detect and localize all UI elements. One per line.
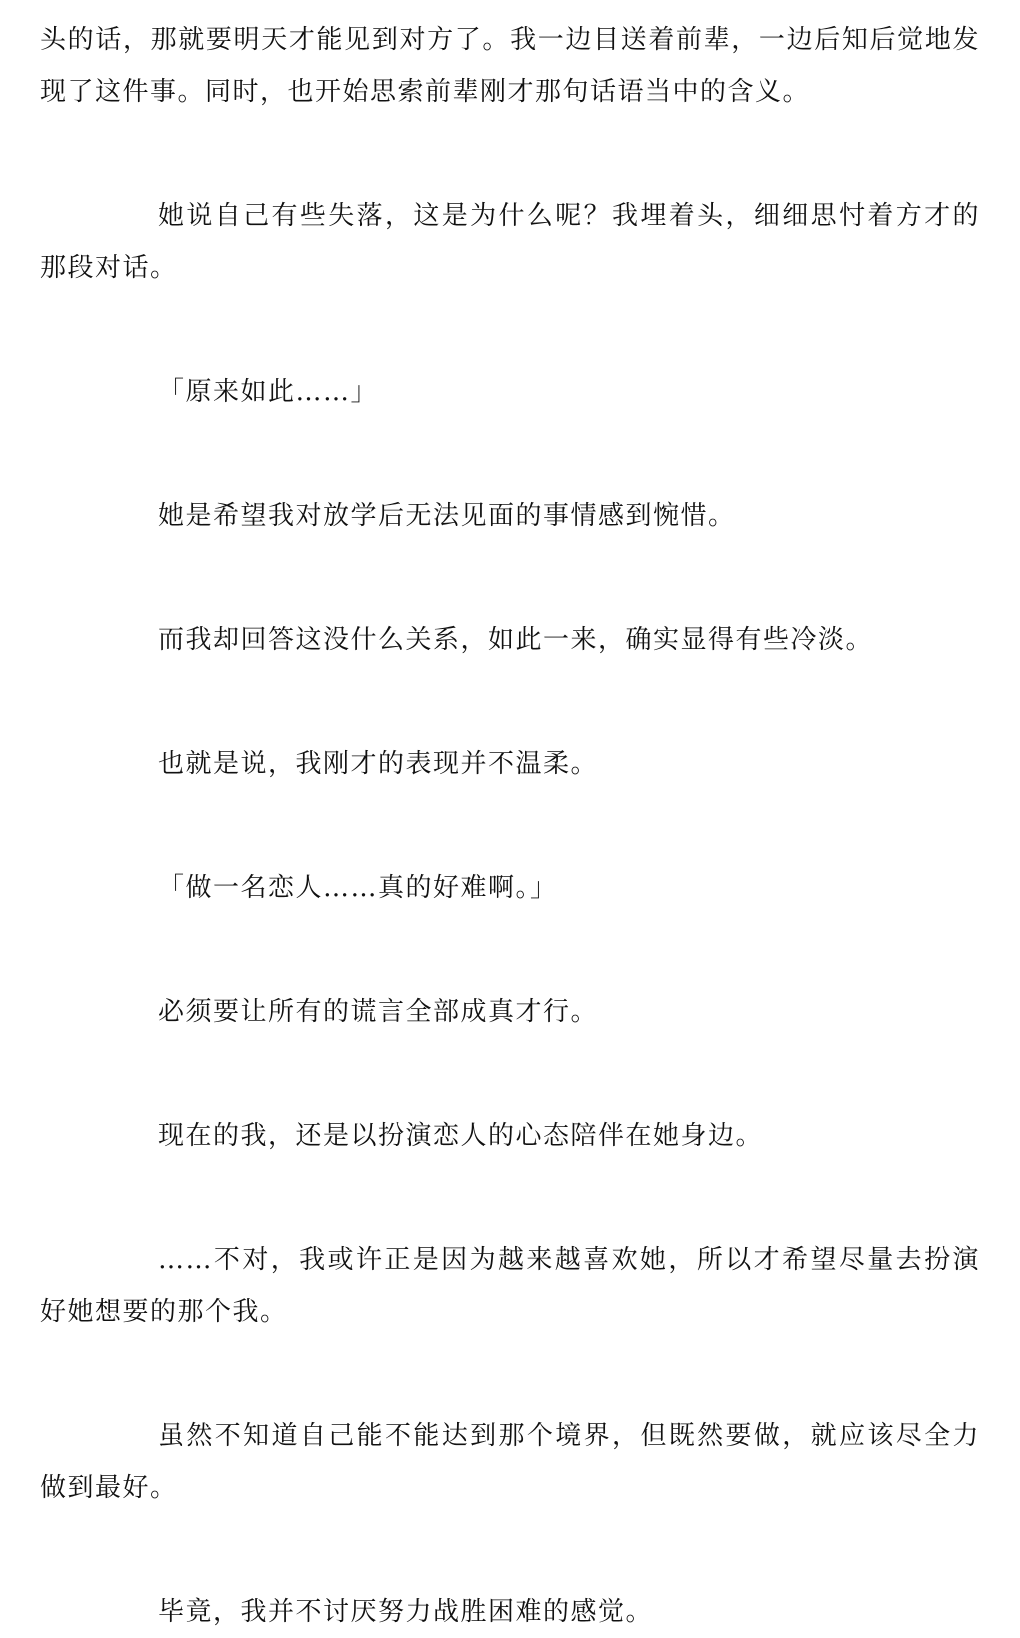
paragraph-gap bbox=[40, 790, 980, 862]
paragraph-gap bbox=[40, 294, 980, 366]
dialogue-line: 「原来如此……」 bbox=[158, 377, 379, 407]
paragraph-gap bbox=[40, 1514, 980, 1586]
dialogue-line: 「做一名恋人……真的好难啊。」 bbox=[158, 873, 558, 903]
paragraph: 必须要让所有的谎言全部成真才行。 bbox=[158, 997, 599, 1027]
paragraph: 也就是说，我刚才的表现并不温柔。 bbox=[158, 749, 599, 779]
paragraph: 她是希望我对放学后无法见面的事情感到惋惜。 bbox=[158, 501, 736, 531]
paragraph: 而我却回答这没什么关系，如此一来，确实显得有些冷淡。 bbox=[158, 625, 874, 655]
paragraph-gap bbox=[40, 542, 980, 614]
paragraph-gap bbox=[40, 118, 980, 190]
paragraph-gap bbox=[40, 418, 980, 490]
paragraph: 虽然不知道自己能不能达到那个境界，但既然要做，就应该尽全力做到最好。 bbox=[40, 1421, 980, 1503]
paragraph-gap bbox=[40, 914, 980, 986]
paragraph: 现在的我，还是以扮演恋人的心态陪伴在她身边。 bbox=[158, 1121, 764, 1151]
document-page bbox=[40, 14, 980, 1638]
paragraph-gap bbox=[40, 666, 980, 738]
paragraph: 毕竟，我并不讨厌努力战胜困难的感觉。 bbox=[158, 1597, 654, 1627]
paragraph: 她说自己有些失落，这是为什么呢？我埋着头，细细思忖着方才的那段对话。 bbox=[40, 201, 980, 283]
paragraph-gap bbox=[40, 1038, 980, 1110]
paragraph-continuation: 头的话，那就要明天才能见到对方了。我一边目送着前辈，一边后知后觉地发现了这件事。同时，也开始思索前辈刚才那句话语当中的含义。 bbox=[40, 25, 980, 107]
paragraph-gap bbox=[40, 1338, 980, 1410]
paragraph: ……不对，我或许正是因为越来越喜欢她，所以才希望尽量去扮演好她想要的那个我。 bbox=[40, 1245, 980, 1327]
paragraph-gap bbox=[40, 1162, 980, 1234]
